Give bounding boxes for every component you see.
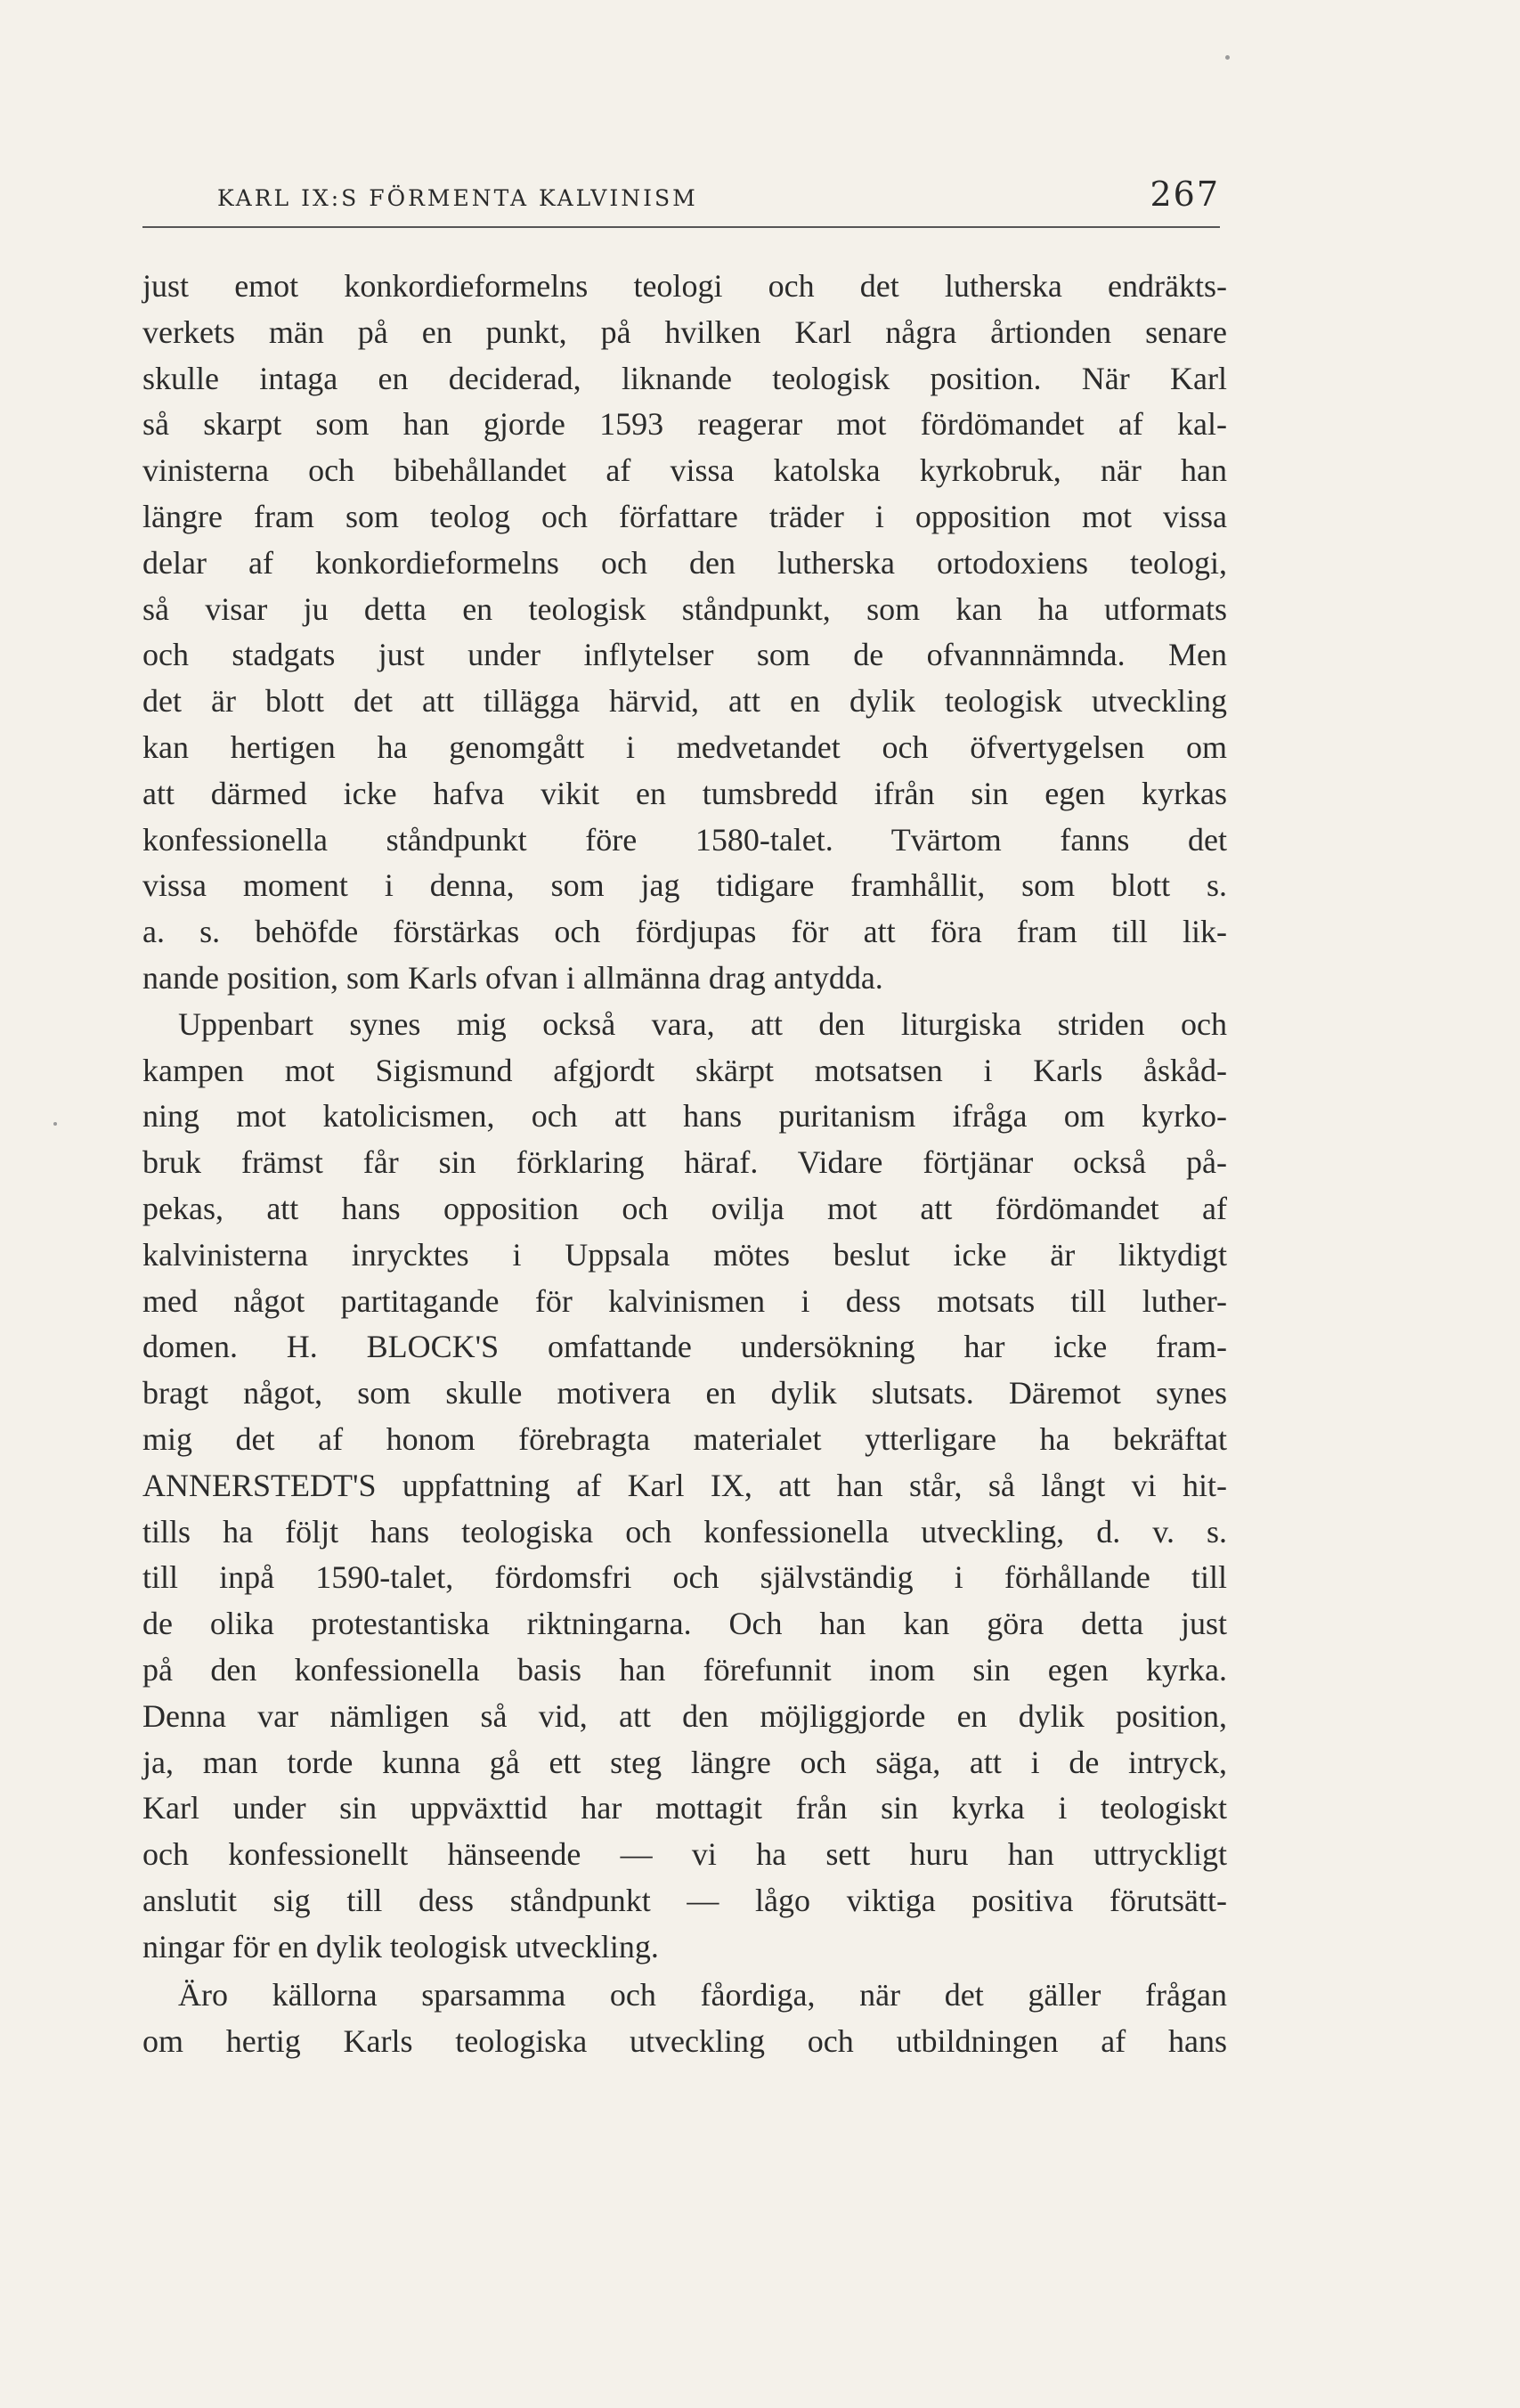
text-line: det är blott det att tillägga härvid, att en dylik teologisk utveckling [142, 683, 1227, 720]
main-text [142, 264, 1227, 1970]
text-line: ningar för en dylik teologisk utveckling. [142, 1928, 659, 1965]
text-line: och konfessionellt hänseende — vi ha sett huru han uttryckligt [142, 1836, 1227, 1873]
text-line: anslutit sig till dess ståndpunkt — lågo viktiga positiva förutsätt- [142, 1882, 1227, 1918]
text-line: domen. H. BLOCK'S omfattande undersökning har icke fram- [142, 1329, 1227, 1365]
page-number: 267 [1150, 175, 1220, 214]
text-line: ning mot katolicismen, och att hans puritanism ifråga om kyrko- [142, 1098, 1227, 1135]
text-line: bruk främst får sin förklaring häraf. Vidare förtjänar också på- [142, 1144, 1227, 1181]
text-line: kalvinisterna inrycktes i Uppsala mötes beslut icke är liktydigt [142, 1236, 1227, 1273]
text-line: Äro källorna sparsamma och fåordiga, när det gäller frågan [178, 1977, 1227, 2013]
text-line: Uppenbart synes mig också vara, att den liturgiska striden och [178, 1005, 1227, 1042]
paragraph-1 [142, 264, 1227, 1002]
text-line: med något partitagande för kalvinismen i dess motsats till luther- [142, 1282, 1227, 1319]
text-line: om hertig Karls teologiska utveckling och utbildningen af hans [142, 2022, 1227, 2059]
text-line: Karl under sin uppväxttid har mottagit från sin kyrka i teologiskt [142, 1790, 1227, 1826]
text-line: mig det af honom förebragta materialet ytterligare ha bekräftat [142, 1420, 1227, 1457]
text-line: kan hertigen ha genomgått i medvetandet och öfvertygelsen om [142, 728, 1227, 765]
text-line: tills ha följt hans teologiska och konfessionella utveckling, d. v. s. [142, 1513, 1227, 1550]
text-line: Denna var nämligen så vid, att den möjliggjorde en dylik position, [142, 1697, 1227, 1734]
text-line: på den konfessionella basis han förefunnit inom sin egen kyrka. [142, 1651, 1227, 1688]
text-line: så skarpt som han gjorde 1593 reagerar mot fördömandet af kal- [142, 406, 1227, 443]
text-line: så visar ju detta en teologisk ståndpunkt, som kan ha utformats [142, 590, 1227, 627]
running-title: KARL IX:S FÖRMENTA KALVINISM [217, 185, 698, 211]
text-line: delar af konkordieformelns och den lutherska ortodoxiens teologi, [142, 544, 1227, 581]
running-header [142, 175, 1220, 228]
text-line: kampen mot Sigismund afgjordt skärpt motsatsen i Karls åskåd- [142, 1052, 1227, 1088]
text-line: och stadgats just under inflytelser som de ofvannnämnda. Men [142, 637, 1227, 673]
text-line: att därmed icke hafva vikit en tumsbredd ifrån sin egen kyrkas [142, 775, 1227, 811]
paper-speck [1225, 55, 1230, 60]
text-line: pekas, att hans opposition och ovilja mot att fördömandet af [142, 1190, 1227, 1226]
text-line: ja, man torde kunna gå ett steg längre och säga, att i de intryck, [142, 1744, 1227, 1780]
text-line: skulle intaga en deciderad, liknande teologisk position. När Karl [142, 360, 1227, 396]
text-line: nande position, som Karls ofvan i allmänna drag antydda. [142, 959, 883, 996]
text-line: ANNERSTEDT'S uppfattning af Karl IX, att han står, så långt vi hit- [142, 1467, 1227, 1503]
text-line: de olika protestantiska riktningarna. Och han kan göra detta just [142, 1606, 1227, 1642]
text-line: vinisterna och bibehållandet af vissa katolska kyrkobruk, när han [142, 452, 1227, 489]
text-line: just emot konkordieformelns teologi och det lutherska endräkts- [142, 268, 1227, 304]
text-line: verkets män på en punkt, på hvilken Karl några årtionden senare [142, 313, 1227, 350]
text-line: konfessionella ståndpunkt före 1580-talet. Tvärtom fanns det [142, 821, 1227, 858]
text-line: vissa moment i denna, som jag tidigare framhållit, som blott s. [142, 867, 1227, 904]
text-line: a. s. behöfde förstärkas och fördjupas för att föra fram till lik- [142, 914, 1227, 950]
text-line: till inpå 1590-talet, fördomsfri och självständig i förhållande till [142, 1559, 1227, 1596]
paper-speck [53, 1122, 57, 1126]
paragraph-3 [142, 1973, 1227, 2065]
text-line: bragt något, som skulle motivera en dylik slutsats. Däremot synes [142, 1375, 1227, 1411]
text-line: längre fram som teolog och författare träder i opposition mot vissa [142, 498, 1227, 534]
paragraph-2 [142, 1002, 1227, 1971]
